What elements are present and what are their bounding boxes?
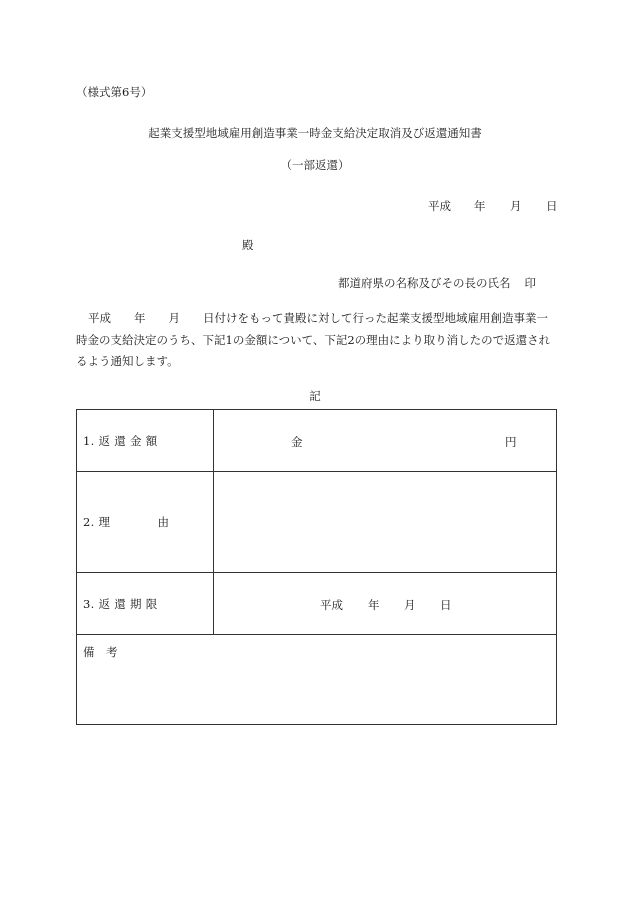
ki-heading: 記 <box>309 389 321 403</box>
notice-body-text: 平成 年 月 日付けをもって貴殿に対して行った起業支援型地域雇用創造事業一時金の支給決定のうち、下記1の金額について、下記2の理由により取り消したので返還されるよう通知します。 <box>76 311 551 368</box>
seal-mark: 印 <box>524 276 536 290</box>
deadline-month-unit: 月 <box>404 598 416 612</box>
issue-date-day-unit: 日 <box>546 199 558 213</box>
issue-date <box>428 198 558 214</box>
amount-suffix: 円 <box>505 435 517 449</box>
deadline-era: 平成 <box>320 598 343 612</box>
details-table <box>76 409 557 725</box>
form-number: （様式第6号） <box>76 85 153 99</box>
table-row-refund-deadline <box>77 573 557 635</box>
table-row-refund-amount <box>77 410 557 472</box>
sender-name: 都道府県の名称及びその長の氏名 <box>338 276 511 290</box>
issue-date-year-unit: 年 <box>474 199 486 213</box>
amount-prefix: 金 <box>291 435 303 449</box>
sender-line <box>338 275 536 291</box>
reason-field <box>214 472 557 573</box>
deadline-date <box>320 597 452 613</box>
reason-label: 2. 理 由 <box>77 472 214 573</box>
remarks-field <box>77 635 557 725</box>
deadline-day-unit: 日 <box>440 598 452 612</box>
issue-date-month-unit: 月 <box>510 199 522 213</box>
table-row-remarks <box>77 635 557 725</box>
remarks-label: 備 考 <box>83 645 118 659</box>
table-row-reason <box>77 472 557 573</box>
refund-amount-label: 1. 返 還 金 額 <box>77 410 214 472</box>
addressee-honorific: 殿 <box>242 238 254 252</box>
refund-deadline-field <box>214 573 557 635</box>
refund-deadline-label: 3. 返 還 期 限 <box>77 573 214 635</box>
issue-date-era: 平成 <box>428 199 451 213</box>
document-subtitle: （一部返還） <box>280 158 350 172</box>
document-title: 起業支援型地域雇用創造事業一時金支給決定取消及び返還通知書 <box>148 126 482 140</box>
refund-amount-field <box>214 410 557 472</box>
deadline-year-unit: 年 <box>368 598 380 612</box>
